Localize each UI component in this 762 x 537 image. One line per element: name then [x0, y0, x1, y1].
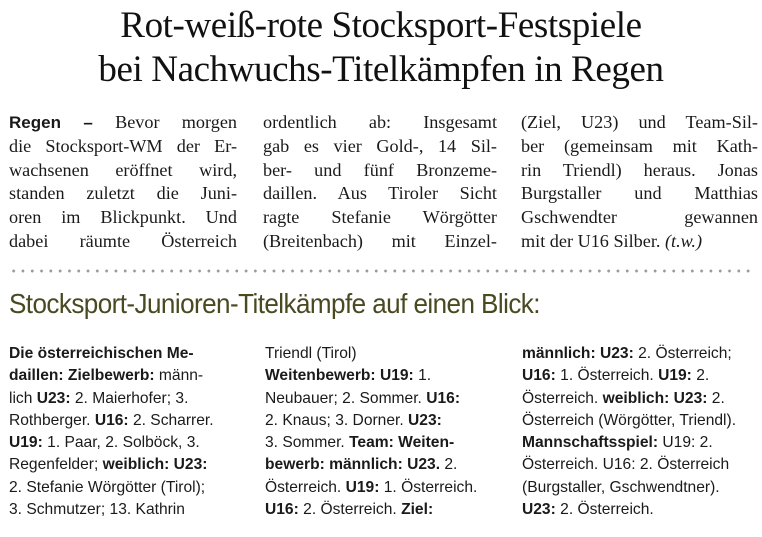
article-line: daillen. Aus Tiroler Sicht: [263, 183, 497, 204]
results-text: 1. Österreich.: [555, 367, 659, 385]
results-line: [522, 343, 757, 365]
headline: [0, 4, 762, 92]
results-text: 2. Knaus; 3. Dorner.: [265, 411, 409, 429]
results-line: [265, 343, 500, 365]
results-line: [9, 499, 241, 521]
results-heading: Stocksport-Junioren-Titelkämpfe auf einen Blick:: [9, 288, 540, 319]
results-line: [522, 365, 757, 387]
article-line: dabei räumte Österreich: [9, 230, 237, 251]
results-text: 1. Österreich.: [379, 478, 478, 496]
results-line: [9, 477, 241, 499]
results-text: Österreich.: [522, 389, 603, 407]
results-text: 1. Paar, 2. Solböck, 3.: [42, 434, 200, 452]
results-text: 2.: [707, 389, 725, 407]
results-line: [9, 432, 241, 454]
results-label: weiblich: U23:: [602, 389, 708, 407]
results-line: [265, 365, 500, 387]
results-label: männlich: U23:: [522, 345, 634, 362]
article-column-2: [263, 111, 497, 254]
article-line: standen zuletzt die Juni-: [9, 183, 237, 204]
article-line: (Ziel, U23) und Team-Sil-: [521, 112, 758, 132]
results-text: Regenfelder;: [9, 456, 103, 474]
article-line: ragte Stefanie Wörgötter: [263, 207, 497, 228]
article-line: Gschwendter gewannen: [521, 207, 758, 228]
results-line: [9, 388, 241, 410]
article-line-text: Bevor morgen: [92, 112, 237, 132]
results-label: Weitenbewerb: U19:: [265, 367, 414, 385]
results-line: [265, 477, 500, 499]
article-line: gab es vier Gold-, 14 Sil-: [263, 135, 497, 156]
results-line: [9, 410, 241, 432]
article-line: wachsenen eröffnet wird,: [9, 159, 237, 180]
results-line: [265, 432, 500, 454]
results-text: lich: [9, 389, 37, 407]
results-text: (Burgstaller, Gschwendtner).: [522, 478, 720, 496]
article-line: Burgstaller und Matthias: [521, 183, 758, 204]
results-text: 2. Scharrer.: [128, 411, 214, 429]
results-text: 2.: [440, 456, 458, 474]
results-text: Triendl (Tirol): [265, 345, 357, 362]
results-label: Team: Weiten-: [349, 434, 455, 452]
author-initials: (t.w.): [664, 230, 703, 251]
results-label: U19:: [9, 434, 43, 452]
results-line: [265, 388, 500, 410]
headline-line-2: bei Nachwuchs-Titelkämpfen in Regen: [98, 49, 664, 90]
results-text: 2. Österreich.: [298, 501, 402, 519]
results-column-1: [9, 343, 241, 521]
article-column-3: [521, 111, 758, 254]
results-text: Rothberger.: [9, 411, 95, 429]
results-text: 2. Maierhofer; 3.: [70, 389, 189, 407]
results-column-3: [522, 343, 757, 521]
dotted-divider: [9, 269, 753, 273]
results-text: 2. Österreich;: [633, 345, 732, 362]
results-label: Mannschaftsspiel:: [522, 434, 659, 452]
results-text: U19: 2.: [658, 434, 713, 452]
results-label: U19:: [658, 367, 692, 385]
article-column-1: [9, 111, 237, 254]
headline-line-1: Rot-weiß-rote Stocksport-Festspiele: [120, 5, 642, 46]
article-line: [9, 111, 237, 135]
results-line: [265, 410, 500, 432]
results-label: daillen: Zielbewerb:: [9, 367, 155, 385]
results-text: 2. Stefanie Wörgötter (Tirol);: [9, 478, 206, 496]
results-text: 2. Österreich.: [555, 501, 654, 519]
results-line: [522, 454, 757, 476]
results-text: 1.: [413, 367, 432, 385]
results-label: U23:: [408, 411, 442, 429]
results-column-2: [265, 343, 500, 521]
results-line: [522, 477, 757, 499]
results-text: 2.: [691, 367, 710, 385]
article-line: rin Triendl) heraus. Jonas: [521, 159, 758, 180]
results-label: U16:: [426, 389, 461, 407]
results-label: bewerb: männlich: U23.: [265, 456, 441, 474]
article-line: ordentlich ab: Insgesamt: [263, 112, 497, 132]
results-label: U23:: [522, 501, 556, 519]
results-text: Österreich.: [265, 478, 346, 496]
results-text: Neubauer; 2. Sommer.: [265, 389, 427, 407]
article-line: ber (gemeinsam mit Kath-: [521, 135, 758, 156]
results-label: Die österreichischen Me-: [9, 345, 194, 362]
results-text: Österreich (Wörgötter, Triendl).: [522, 411, 737, 429]
results-label: U19:: [345, 478, 380, 496]
results-line: [522, 388, 757, 410]
results-label: U16:: [265, 501, 299, 519]
article-line: [521, 230, 758, 254]
results-label: U16:: [522, 367, 556, 385]
article-line: (Breitenbach) mit Einzel-: [263, 230, 497, 251]
results-label: weiblich: U23:: [102, 456, 208, 474]
article-line: oren im Blickpunkt. Und: [9, 207, 237, 228]
results-line: [522, 410, 757, 432]
dateline: Regen –: [9, 113, 93, 132]
article-body: [9, 111, 757, 261]
results-label: Ziel:: [401, 501, 434, 519]
results-line: [265, 499, 500, 521]
article-line: die Stocksport-WM der Er-: [9, 135, 237, 156]
article-line: ber- und fünf Bronzeme-: [263, 159, 497, 180]
results-label: U23:: [36, 389, 71, 407]
results-line: [9, 365, 241, 387]
results-line: [9, 343, 241, 365]
article-line-text: mit der U16 Silber.: [521, 230, 661, 251]
results-text: männ-: [154, 367, 204, 385]
results-line: [522, 499, 757, 521]
results-text: 3. Sommer.: [265, 434, 350, 452]
results-label: U16:: [94, 411, 129, 429]
results-line: [265, 454, 500, 476]
results-text: 3. Schmutzer; 13. Kathrin: [9, 501, 185, 519]
results-text: Österreich. U16: 2. Österreich: [522, 456, 730, 474]
results-line: [522, 432, 757, 454]
results-line: [9, 454, 241, 476]
